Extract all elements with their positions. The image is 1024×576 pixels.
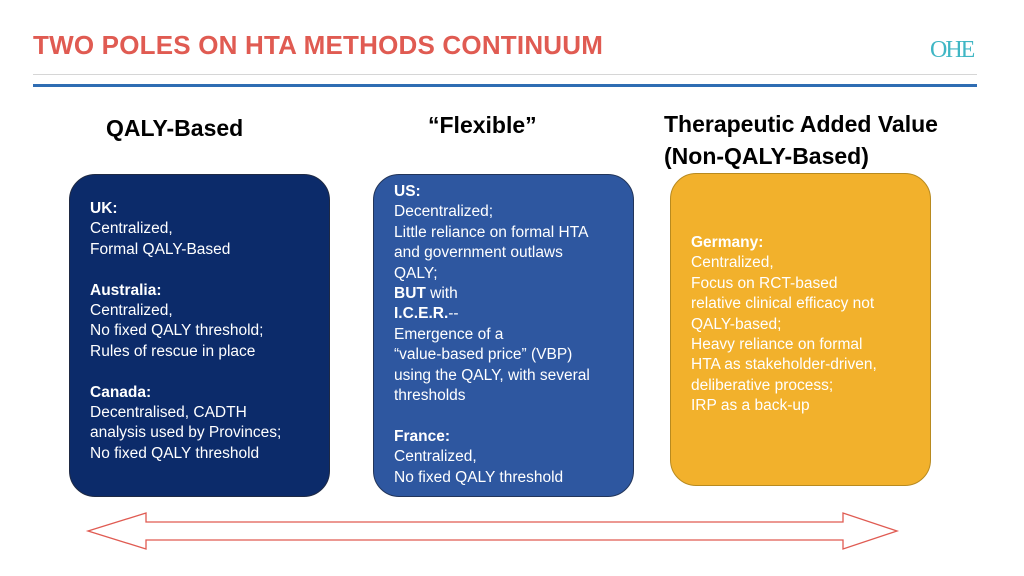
country-us: US: [394,183,421,200]
ohe-logo: OHE [930,37,974,63]
heading-line: Therapeutic Added Value [664,111,938,137]
but-rest: with [425,285,458,303]
text-line: Heavy reliance on formal [691,336,863,354]
heading-flexible: “Flexible” [428,112,537,138]
text-line: Rules of rescue in place [90,342,256,360]
country-australia: Australia: [90,281,162,299]
text-line: No fixed QALY threshold [90,444,260,462]
text-line: Centralized, [90,302,173,320]
text-line: Focus on RCT-based [691,274,838,292]
country-canada: Canada: [90,383,152,401]
text-line: analysis used by Provinces; [90,424,282,442]
text-line: Formal QALY-Based [90,240,231,258]
text-line: Decentralized; [394,203,494,221]
icer-keyword: I.C.E.R. [394,305,449,323]
text-line: Little reliance on formal HTA [394,223,589,241]
icer-rest: -- [448,305,459,323]
text-line: HTA as stakeholder-driven, [691,356,877,374]
heading-qaly-based: QALY-Based [106,115,244,141]
slide-title: TWO POLES ON HTA METHODS CONTINUUM [33,30,604,60]
text-line: No fixed QALY threshold [394,468,564,486]
country-germany: Germany: [691,234,764,251]
text-line: deliberative process; [691,376,834,394]
text-line: thresholds [394,387,466,405]
text-line: “value-based price” (VBP) [394,346,573,364]
text-line: relative clinical efficacy not [691,295,875,313]
text-line: Emergence of a [394,325,504,343]
text-line: QALY-based; [691,315,782,333]
text-line: using the QALY, with several [394,366,590,384]
double-arrow-icon [88,513,897,549]
text-line: Decentralised, CADTH [90,404,247,422]
text-line: QALY; [394,264,438,282]
but-keyword: BUT [394,285,426,303]
text-line: Centralized, [394,448,477,466]
text-line: Centralized, [90,220,173,238]
text-line: and government outlaws [394,244,563,262]
text-line: Centralized, [691,254,774,272]
text-line: IRP as a back-up [691,397,810,415]
country-france: France: [394,427,450,445]
heading-line: (Non-QALY-Based) [664,143,869,169]
country-uk: UK: [90,200,118,217]
text-line: No fixed QALY threshold; [90,322,264,340]
